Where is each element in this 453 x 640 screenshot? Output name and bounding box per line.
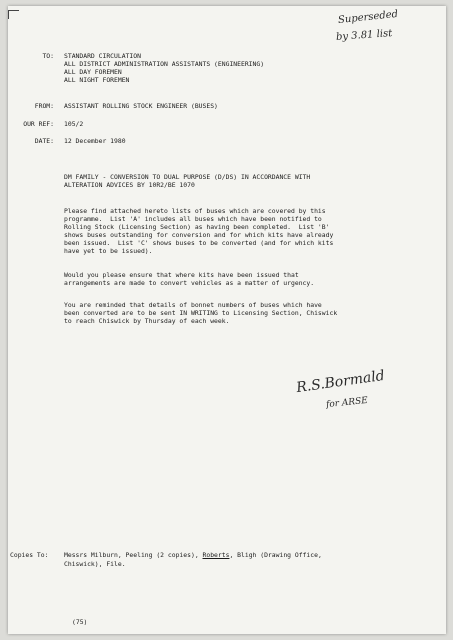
body-line: have yet to be issued). (64, 247, 153, 255)
body-line: Would you please ensure that where kits have been issued that (64, 271, 299, 279)
body-paragraph-2 (64, 271, 314, 287)
copies-label: Copies To: (10, 551, 49, 559)
body-paragraph-3 (64, 301, 337, 325)
to-line-4: ALL NIGHT FOREMEN (64, 76, 130, 84)
ref-value: 105/2 (64, 120, 84, 128)
annotation-list-note: by 3.81 list (335, 28, 393, 43)
to-line-1: STANDARD CIRCULATION (64, 52, 141, 60)
copies-underlined-name: Roberts (202, 551, 230, 559)
from-label: FROM: (34, 102, 54, 110)
body-line: been converted are to be sent IN WRITING to Licensing Section, Chiswick (64, 309, 338, 317)
to-label: TO: (42, 52, 54, 60)
annotation-superseded: Superseded (337, 8, 399, 27)
body-paragraph-1 (64, 207, 333, 255)
body-line: arrangements are made to convert vehicles as a matter of urgency. (64, 279, 315, 287)
date-value: 12 December 1980 (64, 137, 126, 145)
copies-text: Messrs Milburn, Peeling (2 copies), (64, 551, 203, 559)
body-line: You are reminded that details of bonnet numbers of buses which have (64, 301, 322, 309)
subject-line-2: ALTERATION ADVICES BY 10R2/BE 1070 (64, 181, 195, 189)
body-line: been issued. List 'C' shows buses to be converted (and for which kits (64, 239, 334, 247)
body-line: Please find attached hereto lists of buses which are covered by this (64, 207, 326, 215)
to-line-2: ALL DISTRICT ADMINISTRATION ASSISTANTS (ENGINEERING) (64, 60, 265, 68)
date-label: DATE: (34, 137, 54, 145)
body-line: programme. List 'A' includes all buses which have been notified to (64, 215, 322, 223)
copies-text: , Bligh (Drawing Office, (229, 551, 322, 559)
signature-note: for ARSE (325, 395, 369, 411)
body-line: shows buses outstanding for conversion and for which kits have already (64, 231, 334, 239)
from-value: ASSISTANT ROLLING STOCK ENGINEER (BUSES) (64, 102, 218, 110)
footer-code: (75) (72, 618, 88, 626)
memo-page (8, 6, 446, 634)
copies-line-2: Chiswick), File. (64, 560, 126, 568)
corner-mark (8, 10, 19, 19)
subject-line-1: DM FAMILY - CONVERSION TO DUAL PURPOSE (D/DS) IN ACCORDANCE WITH (64, 173, 311, 181)
copies-line-1 (64, 551, 322, 559)
to-line-3: ALL DAY FOREMEN (64, 68, 122, 76)
ref-label: OUR REF: (23, 120, 54, 128)
signature: R.S.Bormald (295, 367, 386, 397)
body-line: to reach Chiswick by Thursday of each week. (64, 317, 230, 325)
body-line: Rolling Stock (Licensing Section) as having been completed. List 'B' (64, 223, 330, 231)
